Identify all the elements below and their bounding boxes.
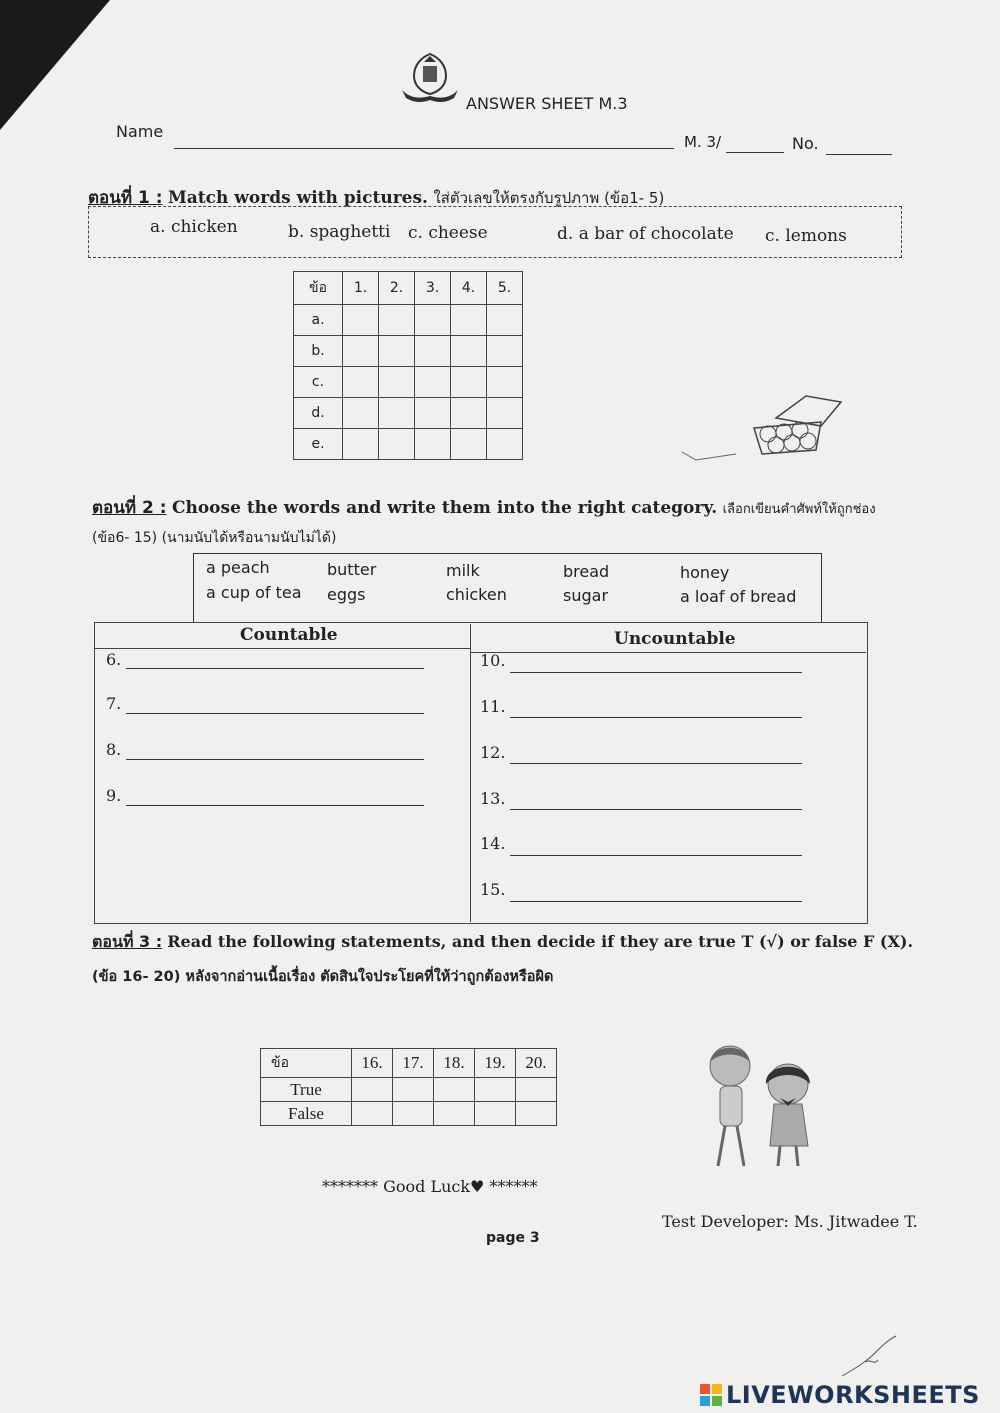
page-number: page 3 xyxy=(486,1230,540,1246)
uncountable-item-number: 11. xyxy=(480,697,506,716)
uncountable-item-number: 10. xyxy=(480,651,506,670)
answer-cell[interactable] xyxy=(451,398,487,429)
countable-answer-line[interactable] xyxy=(126,713,424,714)
part3-answer-table xyxy=(260,1048,557,1126)
answer-cell[interactable] xyxy=(343,336,379,367)
answer-cell[interactable] xyxy=(352,1078,393,1102)
uncountable-header-line xyxy=(470,652,866,653)
good-luck-text: ******* Good Luck♥ ****** xyxy=(322,1177,538,1196)
couple-illustration-icon xyxy=(690,1038,830,1188)
row-label: False xyxy=(261,1102,352,1126)
table-header: 16. xyxy=(352,1049,393,1078)
option-e: c. lemons xyxy=(765,226,847,246)
word-item: a loaf of bread xyxy=(680,587,797,606)
answer-cell[interactable] xyxy=(487,429,523,460)
countable-item-number: 9. xyxy=(106,786,122,805)
class-label: M. 3/ xyxy=(684,133,722,151)
part1-instruction-th: ใส่ตัวเลขให้ตรงกับรูปภาพ (ข้อ1- 5) xyxy=(433,189,665,207)
countable-item-number: 7. xyxy=(106,694,122,713)
watermark-text: LIVEWORKSHEETS xyxy=(726,1381,980,1409)
answer-cell[interactable] xyxy=(415,305,451,336)
answer-cell[interactable] xyxy=(343,429,379,460)
answer-cell[interactable] xyxy=(393,1078,434,1102)
number-label: No. xyxy=(792,134,819,153)
liveworksheets-watermark xyxy=(700,1380,996,1410)
part1-answer-table xyxy=(293,271,523,460)
part3-instruction: Read the following statements, and then decide if they are true T (√) or false F (X). xyxy=(167,932,914,951)
number-field[interactable] xyxy=(826,154,892,155)
row-label: c. xyxy=(294,367,343,398)
row-label: b. xyxy=(294,336,343,367)
answer-cell[interactable] xyxy=(451,429,487,460)
answer-cell[interactable] xyxy=(379,305,415,336)
option-d: d. a bar of chocolate xyxy=(557,224,734,244)
uncountable-header: Uncountable xyxy=(614,629,736,649)
answer-cell[interactable] xyxy=(451,367,487,398)
scan-corner-shadow xyxy=(0,0,110,130)
answer-cell[interactable] xyxy=(487,305,523,336)
table-header: 4. xyxy=(451,272,487,305)
table-header: ข้อ xyxy=(294,272,343,305)
answer-cell[interactable] xyxy=(379,336,415,367)
countable-answer-line[interactable] xyxy=(126,668,424,669)
class-field[interactable] xyxy=(726,152,784,153)
answer-cell[interactable] xyxy=(516,1078,557,1102)
answer-cell[interactable] xyxy=(393,1102,434,1126)
part2-heading xyxy=(92,494,876,521)
table-header: 5. xyxy=(487,272,523,305)
countable-item-number: 6. xyxy=(106,650,122,669)
uncountable-answer-line[interactable] xyxy=(510,672,802,673)
row-label: a. xyxy=(294,305,343,336)
part1-label: ตอนที่ 1 : xyxy=(88,188,163,208)
category-divider xyxy=(470,624,471,922)
part2-label: ตอนที่ 2 : xyxy=(92,498,167,518)
answer-cell[interactable] xyxy=(379,398,415,429)
table-header: 19. xyxy=(475,1049,516,1078)
countable-header-line xyxy=(94,648,470,649)
answer-cell[interactable] xyxy=(487,398,523,429)
answer-cell[interactable] xyxy=(451,305,487,336)
part3-label: ตอนที่ 3 : xyxy=(92,932,163,951)
uncountable-item-number: 14. xyxy=(480,834,506,853)
uncountable-answer-line[interactable] xyxy=(510,717,802,718)
countable-answer-line[interactable] xyxy=(126,759,424,760)
word-item: chicken xyxy=(446,585,507,604)
uncountable-item-number: 12. xyxy=(480,743,506,762)
pen-scribble-icon xyxy=(836,1332,926,1382)
answer-cell[interactable] xyxy=(434,1102,475,1126)
word-item: eggs xyxy=(327,585,366,604)
option-b: b. spaghetti xyxy=(288,222,391,242)
word-item: sugar xyxy=(563,586,609,605)
table-header: 2. xyxy=(379,272,415,305)
part2-instruction: Choose the words and write them into the right category. xyxy=(171,498,718,518)
part2-note: (ข้อ6- 15) (นามนับได้หรือนามนับไม่ได้) xyxy=(92,530,337,546)
answer-cell[interactable] xyxy=(343,367,379,398)
egg-carton-icon xyxy=(676,388,846,468)
row-label: e. xyxy=(294,429,343,460)
test-developer: Test Developer: Ms. Jitwadee T. xyxy=(662,1212,918,1231)
table-header: ข้อ xyxy=(261,1049,352,1078)
answer-cell[interactable] xyxy=(487,367,523,398)
word-item: honey xyxy=(680,563,730,582)
table-header: 17. xyxy=(393,1049,434,1078)
word-item: milk xyxy=(446,561,480,580)
school-emblem-icon xyxy=(398,50,462,106)
uncountable-item-number: 13. xyxy=(480,789,506,808)
answer-cell[interactable] xyxy=(415,367,451,398)
row-label: d. xyxy=(294,398,343,429)
uncountable-answer-line[interactable] xyxy=(510,901,802,902)
liveworksheets-logo-icon xyxy=(700,1384,722,1406)
part2-instruction-th: เลือกเขียนคำศัพท์ให้ถูกช่อง xyxy=(722,502,876,517)
countable-item-number: 8. xyxy=(106,740,122,759)
word-item: a peach xyxy=(206,558,270,577)
part1-instruction: Match words with pictures. xyxy=(167,188,428,208)
answer-cell[interactable] xyxy=(475,1102,516,1126)
uncountable-answer-line[interactable] xyxy=(510,855,802,856)
part3-heading xyxy=(92,930,913,955)
countable-answer-line[interactable] xyxy=(126,805,424,806)
word-item: butter xyxy=(327,560,377,579)
answer-cell[interactable] xyxy=(379,367,415,398)
part3-instruction-th: (ข้อ 16- 20) หลังจากอ่านเนื้อเรื่อง ตัดสินใจประโยคที่ให้ว่าถูกต้องหรือผิด xyxy=(92,969,554,985)
option-c: c. cheese xyxy=(408,223,488,243)
answer-cell[interactable] xyxy=(352,1102,393,1126)
uncountable-answer-line[interactable] xyxy=(510,809,802,810)
word-item: bread xyxy=(563,562,610,581)
countable-header: Countable xyxy=(240,625,338,645)
uncountable-answer-line[interactable] xyxy=(510,763,802,764)
answer-cell[interactable] xyxy=(487,336,523,367)
table-header: 1. xyxy=(343,272,379,305)
answer-cell[interactable] xyxy=(343,398,379,429)
name-field[interactable] xyxy=(174,148,674,149)
word-item: a cup of tea xyxy=(206,583,302,602)
answer-cell[interactable] xyxy=(475,1078,516,1102)
option-a: a. chicken xyxy=(150,217,238,237)
table-header: 20. xyxy=(516,1049,557,1078)
row-label: True xyxy=(261,1078,352,1102)
answer-cell[interactable] xyxy=(415,398,451,429)
answer-cell[interactable] xyxy=(379,429,415,460)
answer-cell[interactable] xyxy=(434,1078,475,1102)
table-header: 3. xyxy=(415,272,451,305)
uncountable-item-number: 15. xyxy=(480,880,506,899)
table-header: 18. xyxy=(434,1049,475,1078)
answer-cell[interactable] xyxy=(415,336,451,367)
answer-cell[interactable] xyxy=(415,429,451,460)
answer-cell[interactable] xyxy=(516,1102,557,1126)
name-label: Name xyxy=(116,122,164,141)
answer-cell[interactable] xyxy=(343,305,379,336)
answer-cell[interactable] xyxy=(451,336,487,367)
sheet-title: ANSWER SHEET M.3 xyxy=(466,94,628,113)
